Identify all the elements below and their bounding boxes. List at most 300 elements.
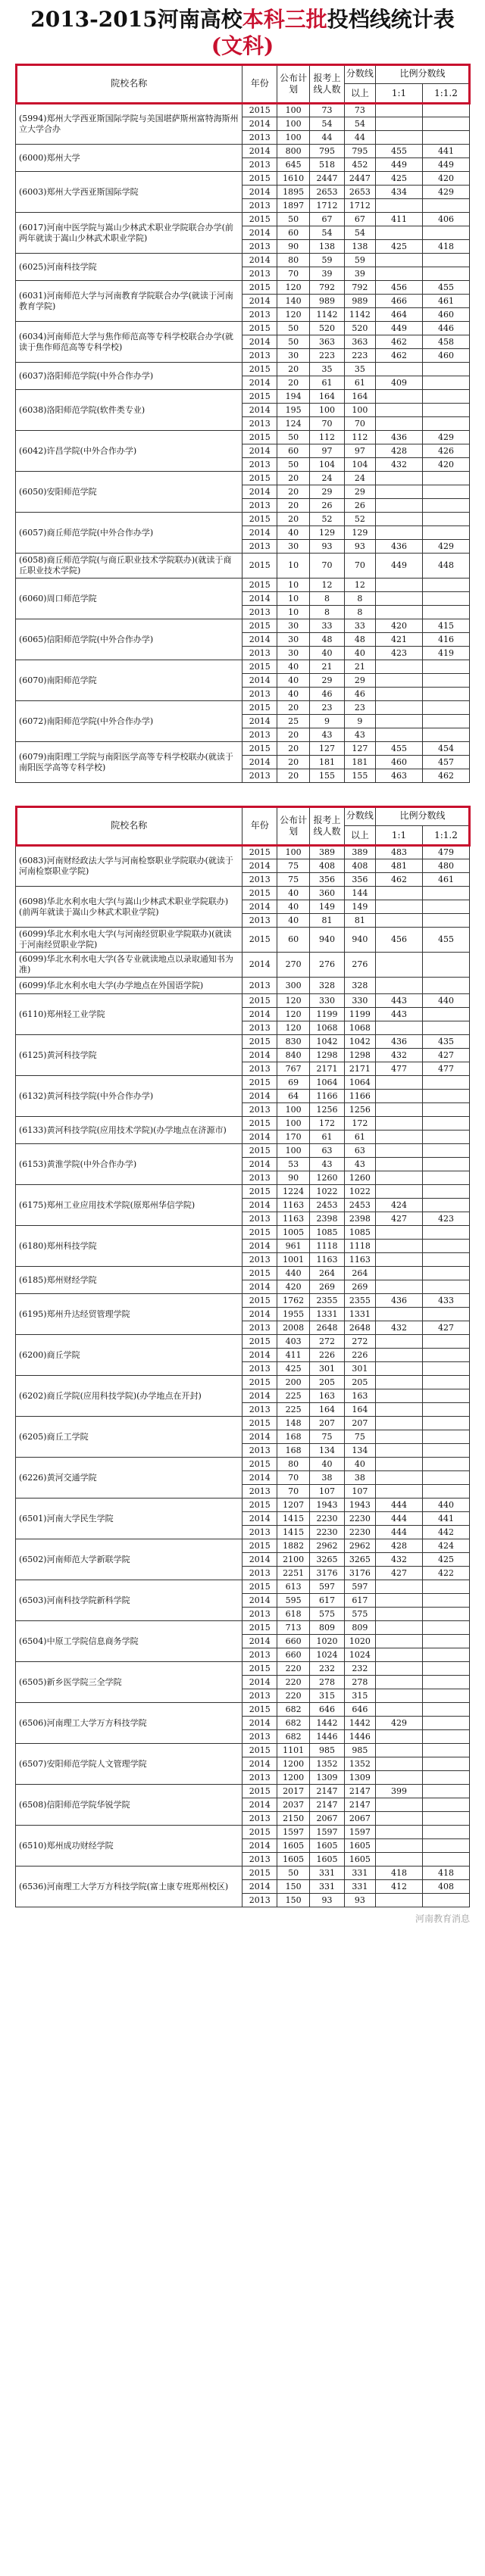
plan-cell: 30	[277, 349, 309, 363]
year-cell: 2015	[242, 1662, 277, 1676]
plan-cell: 124	[277, 417, 309, 431]
year-cell: 2013	[242, 1648, 277, 1662]
table-row	[16, 1826, 470, 1839]
applicants-cell: 155	[310, 769, 344, 783]
score-above-cell: 2230	[344, 1512, 375, 1526]
ratio-1-1-2-cell	[422, 1839, 469, 1853]
ratio-1-1-cell	[376, 1349, 423, 1362]
plan-cell: 148	[277, 1417, 309, 1430]
header-plan: 公布计划	[277, 806, 309, 846]
score-above-cell: 272	[344, 1335, 375, 1349]
applicants-cell: 112	[310, 431, 344, 444]
year-cell: 2014	[242, 485, 277, 499]
applicants-cell: 575	[310, 1608, 344, 1621]
score-above-cell: 1068	[344, 1021, 375, 1035]
ratio-1-1-cell	[376, 199, 423, 213]
year-cell: 2015	[242, 1785, 277, 1798]
ratio-1-1-cell	[376, 513, 423, 526]
school-name: (6153)黄淮学院(中外合作办学)	[16, 1144, 242, 1185]
score-above-cell: 223	[344, 349, 375, 363]
ratio-1-1-2-cell	[422, 131, 469, 145]
ratio-1-1-cell	[376, 1703, 423, 1717]
applicants-cell: 1712	[310, 199, 344, 213]
ratio-1-1-2-cell: 429	[422, 186, 469, 199]
year-cell: 2014	[242, 859, 277, 873]
score-above-cell: 1712	[344, 199, 375, 213]
ratio-1-1-cell: 418	[376, 1867, 423, 1880]
score-above-cell: 1597	[344, 1826, 375, 1839]
table-row	[16, 1294, 470, 1308]
plan-cell: 120	[277, 1021, 309, 1035]
year-cell: 2013	[242, 1362, 277, 1376]
ratio-1-1-cell	[376, 1444, 423, 1458]
ratio-1-1-cell: 429	[376, 1717, 423, 1730]
year-cell: 2015	[242, 554, 277, 579]
ratio-1-1-2-cell: 406	[422, 213, 469, 226]
score-above-cell: 1020	[344, 1635, 375, 1648]
applicants-cell: 1022	[310, 1185, 344, 1199]
applicants-cell: 1064	[310, 1076, 344, 1090]
year-cell: 2013	[242, 1608, 277, 1621]
year-cell: 2015	[242, 619, 277, 633]
applicants-cell: 26	[310, 499, 344, 513]
year-cell: 2014	[242, 226, 277, 240]
score-above-cell: 205	[344, 1376, 375, 1389]
ratio-1-1-cell	[376, 1090, 423, 1103]
plan-cell: 1005	[277, 1226, 309, 1240]
plan-cell: 840	[277, 1049, 309, 1062]
year-cell: 2014	[242, 1158, 277, 1171]
ratio-1-1-cell: 462	[376, 873, 423, 887]
applicants-cell: 1442	[310, 1717, 344, 1730]
ratio-1-1-2-cell	[422, 579, 469, 592]
ratio-1-1-cell	[376, 1144, 423, 1158]
year-cell: 2015	[242, 1458, 277, 1471]
ratio-1-1-2-cell	[422, 1389, 469, 1403]
year-cell: 2014	[242, 376, 277, 390]
ratio-1-1-2-cell	[422, 499, 469, 513]
score-above-cell: 93	[344, 1894, 375, 1907]
ratio-1-1-cell	[376, 526, 423, 540]
plan-cell: 1001	[277, 1253, 309, 1267]
table-row	[16, 619, 470, 633]
applicants-cell: 93	[310, 540, 344, 554]
ratio-1-1-2-cell: 479	[422, 846, 469, 859]
ratio-1-1-cell	[376, 1458, 423, 1471]
year-cell: 2015	[242, 1294, 277, 1308]
plan-cell: 1101	[277, 1744, 309, 1757]
ratio-1-1-2-cell	[422, 254, 469, 267]
year-cell: 2014	[242, 1717, 277, 1730]
school-name: (6125)黄河科技学院	[16, 1035, 242, 1076]
school-name: (6099)华北水利水电大学(各专业就读地点以录取通知书为准)	[16, 953, 242, 978]
year-cell: 2013	[242, 499, 277, 513]
plan-cell: 40	[277, 674, 309, 688]
plan-cell: 1882	[277, 1539, 309, 1553]
score-above-cell: 12	[344, 579, 375, 592]
year-cell: 2013	[242, 728, 277, 742]
ratio-1-1-2-cell	[422, 1240, 469, 1253]
plan-cell: 30	[277, 647, 309, 660]
year-cell: 2014	[242, 592, 277, 606]
year-cell: 2015	[242, 1226, 277, 1240]
ratio-1-1-2-cell	[422, 1226, 469, 1240]
plan-cell: 140	[277, 295, 309, 308]
plan-cell: 713	[277, 1621, 309, 1635]
applicants-cell: 331	[310, 1880, 344, 1894]
score-above-cell: 1118	[344, 1240, 375, 1253]
ratio-1-1-cell	[376, 254, 423, 267]
score-above-cell: 129	[344, 526, 375, 540]
score-above-cell: 795	[344, 145, 375, 158]
score-above-cell: 93	[344, 540, 375, 554]
applicants-cell: 127	[310, 742, 344, 756]
year-cell: 2014	[242, 526, 277, 540]
ratio-1-1-cell: 432	[376, 458, 423, 472]
ratio-1-1-2-cell: 427	[422, 1321, 469, 1335]
table-row	[16, 145, 470, 158]
ratio-1-1-2-cell	[422, 1158, 469, 1171]
plan-cell: 100	[277, 1144, 309, 1158]
ratio-1-1-cell	[376, 1117, 423, 1131]
table-row	[16, 1335, 470, 1349]
score-above-cell: 100	[344, 404, 375, 417]
ratio-1-1-cell	[376, 1185, 423, 1199]
plan-cell: 1605	[277, 1853, 309, 1867]
ratio-1-1-2-cell: 429	[422, 431, 469, 444]
ratio-1-1-2-cell	[422, 1117, 469, 1131]
ratio-1-1-cell	[376, 390, 423, 404]
year-cell: 2013	[242, 1812, 277, 1826]
ratio-1-1-cell: 436	[376, 431, 423, 444]
year-cell: 2014	[242, 335, 277, 349]
ratio-1-1-cell	[376, 688, 423, 701]
ratio-1-1-cell	[376, 1335, 423, 1349]
applicants-cell: 43	[310, 728, 344, 742]
year-cell: 2015	[242, 1376, 277, 1389]
ratio-1-1-2-cell	[422, 104, 469, 117]
score-above-cell: 29	[344, 674, 375, 688]
table-row	[16, 1267, 470, 1280]
score-above-cell: 1605	[344, 1853, 375, 1867]
score-above-cell: 8	[344, 606, 375, 619]
year-cell: 2013	[242, 647, 277, 660]
ratio-1-1-2-cell: 477	[422, 1062, 469, 1076]
ratio-1-1-cell: 456	[376, 928, 423, 953]
ratio-1-1-2-cell	[422, 1485, 469, 1499]
plan-cell: 90	[277, 1171, 309, 1185]
applicants-cell: 9	[310, 715, 344, 728]
year-cell: 2015	[242, 846, 277, 859]
table-row	[16, 172, 470, 186]
applicants-cell: 356	[310, 873, 344, 887]
ratio-1-1-2-cell	[422, 1362, 469, 1376]
ratio-1-1-2-cell	[422, 728, 469, 742]
plan-cell: 75	[277, 873, 309, 887]
school-name: (6058)商丘师范学院(与商丘职业技术学院联办)(就读于商丘职业技术学院)	[16, 554, 242, 579]
score-above-cell: 389	[344, 846, 375, 859]
plan-cell: 220	[277, 1689, 309, 1703]
applicants-cell: 205	[310, 1376, 344, 1389]
year-cell: 2014	[242, 254, 277, 267]
ratio-1-1-cell	[376, 499, 423, 513]
plan-cell: 420	[277, 1280, 309, 1294]
ratio-1-1-cell: 427	[376, 1212, 423, 1226]
year-cell: 2014	[242, 1049, 277, 1062]
plan-cell: 1897	[277, 199, 309, 213]
score-above-cell: 1446	[344, 1730, 375, 1744]
plan-cell: 100	[277, 131, 309, 145]
year-cell: 2014	[242, 1635, 277, 1648]
ratio-1-1-2-cell	[422, 1076, 469, 1090]
applicants-cell: 67	[310, 213, 344, 226]
ratio-1-1-cell	[376, 1608, 423, 1621]
applicants-cell: 1085	[310, 1226, 344, 1240]
header-ratio-group: 比例分数线	[376, 806, 470, 826]
score-above-cell: 2962	[344, 1539, 375, 1553]
score-above-cell: 1298	[344, 1049, 375, 1062]
applicants-cell: 52	[310, 513, 344, 526]
applicants-cell: 1166	[310, 1090, 344, 1103]
ratio-1-1-cell: 455	[376, 742, 423, 756]
score-above-cell: 164	[344, 390, 375, 404]
year-cell: 2015	[242, 1621, 277, 1635]
score-above-cell: 989	[344, 295, 375, 308]
applicants-cell: 1199	[310, 1008, 344, 1021]
applicants-cell: 164	[310, 1403, 344, 1417]
table-row	[16, 1785, 470, 1798]
year-cell: 2013	[242, 1171, 277, 1185]
applicants-cell: 23	[310, 701, 344, 715]
ratio-1-1-2-cell: 446	[422, 322, 469, 335]
year-cell: 2013	[242, 606, 277, 619]
ratio-1-1-cell	[376, 715, 423, 728]
table-row	[16, 1035, 470, 1049]
ratio-1-1-cell	[376, 1171, 423, 1185]
plan-cell: 767	[277, 1062, 309, 1076]
year-cell: 2013	[242, 267, 277, 281]
plan-cell: 50	[277, 431, 309, 444]
applicants-cell: 149	[310, 900, 344, 914]
plan-cell: 10	[277, 606, 309, 619]
plan-cell: 20	[277, 376, 309, 390]
score-above-cell: 38	[344, 1471, 375, 1485]
ratio-1-1-cell: 409	[376, 376, 423, 390]
ratio-1-1-2-cell: 441	[422, 145, 469, 158]
plan-cell: 100	[277, 846, 309, 859]
ratio-1-1-2-cell	[422, 1676, 469, 1689]
ratio-1-1-cell: 428	[376, 444, 423, 458]
score-above-cell: 43	[344, 1158, 375, 1171]
plan-cell: 270	[277, 953, 309, 978]
plan-cell: 168	[277, 1430, 309, 1444]
ratio-1-1-2-cell	[422, 715, 469, 728]
year-cell: 2015	[242, 513, 277, 526]
header-ratio-1-1-2: 1:1.2	[422, 826, 469, 846]
applicants-cell: 46	[310, 688, 344, 701]
ratio-1-1-2-cell	[422, 1417, 469, 1430]
score-above-cell: 104	[344, 458, 375, 472]
ratio-1-1-cell: 443	[376, 1008, 423, 1021]
ratio-1-1-2-cell	[422, 1144, 469, 1158]
ratio-1-1-2-cell: 423	[422, 1212, 469, 1226]
page-title: 2013-2015河南高校本科三批投档线统计表	[30, 7, 455, 32]
plan-cell: 30	[277, 619, 309, 633]
year-cell: 2014	[242, 1090, 277, 1103]
applicants-cell: 100	[310, 404, 344, 417]
ratio-1-1-2-cell	[422, 1403, 469, 1417]
school-name: (6083)河南财经政法大学与河南检察职业学院联办(就读于河南检察职业学院)	[16, 846, 242, 887]
year-cell: 2015	[242, 104, 277, 117]
applicants-cell: 520	[310, 322, 344, 335]
applicants-cell: 29	[310, 485, 344, 499]
score-above-cell: 809	[344, 1621, 375, 1635]
score-above-cell: 112	[344, 431, 375, 444]
header-score-above: 以上	[344, 84, 375, 104]
score-above-cell: 40	[344, 647, 375, 660]
ratio-1-1-2-cell	[422, 1703, 469, 1717]
ratio-1-1-cell	[376, 1226, 423, 1240]
year-cell: 2014	[242, 715, 277, 728]
applicants-cell: 8	[310, 606, 344, 619]
ratio-1-1-cell	[376, 1158, 423, 1171]
ratio-1-1-2-cell	[422, 485, 469, 499]
school-name: (6031)河南师范大学与河南教育学院联合办学(就读于河南教育学院)	[16, 281, 242, 322]
ratio-1-1-cell	[376, 1417, 423, 1430]
ratio-1-1-2-cell	[422, 1730, 469, 1744]
ratio-1-1-cell	[376, 1485, 423, 1499]
plan-cell: 1200	[277, 1771, 309, 1785]
score-above-cell: 1022	[344, 1185, 375, 1199]
applicants-cell: 24	[310, 472, 344, 485]
score-above-cell: 2147	[344, 1785, 375, 1798]
year-cell: 2014	[242, 186, 277, 199]
plan-cell: 660	[277, 1635, 309, 1648]
score-above-cell: 356	[344, 873, 375, 887]
applicants-cell: 272	[310, 1335, 344, 1349]
applicants-cell: 518	[310, 158, 344, 172]
ratio-1-1-cell: 456	[376, 281, 423, 295]
applicants-cell: 2447	[310, 172, 344, 186]
year-cell: 2014	[242, 1199, 277, 1212]
year-cell: 2013	[242, 240, 277, 254]
table-row	[16, 322, 470, 335]
table-row	[16, 1226, 470, 1240]
applicants-cell: 232	[310, 1662, 344, 1676]
table-body-1	[16, 104, 470, 783]
year-cell: 2013	[242, 1021, 277, 1035]
score-above-cell: 1042	[344, 1035, 375, 1049]
year-cell: 2015	[242, 1117, 277, 1131]
year-cell: 2015	[242, 431, 277, 444]
table-row	[16, 363, 470, 376]
year-cell: 2013	[242, 1444, 277, 1458]
score-above-cell: 1605	[344, 1839, 375, 1853]
ratio-1-1-cell: 425	[376, 240, 423, 254]
score-above-cell: 1199	[344, 1008, 375, 1021]
year-cell: 2014	[242, 117, 277, 131]
table-row	[16, 390, 470, 404]
ratio-1-1-2-cell	[422, 1757, 469, 1771]
ratio-1-1-2-cell	[422, 1280, 469, 1294]
applicants-cell: 1068	[310, 1021, 344, 1035]
ratio-1-1-2-cell	[422, 1894, 469, 1907]
table-row	[16, 1662, 470, 1676]
score-above-cell: 70	[344, 554, 375, 579]
applicants-cell: 1024	[310, 1648, 344, 1662]
applicants-cell: 226	[310, 1349, 344, 1362]
score-above-cell: 1256	[344, 1103, 375, 1117]
year-cell: 2015	[242, 281, 277, 295]
year-cell: 2014	[242, 953, 277, 978]
year-cell: 2015	[242, 1539, 277, 1553]
plan-cell: 80	[277, 254, 309, 267]
plan-cell: 40	[277, 660, 309, 674]
year-cell: 2013	[242, 1771, 277, 1785]
year-cell: 2013	[242, 199, 277, 213]
ratio-1-1-2-cell	[422, 701, 469, 715]
applicants-cell: 54	[310, 117, 344, 131]
applicants-cell: 276	[310, 953, 344, 978]
ratio-1-1-cell	[376, 1744, 423, 1757]
ratio-1-1-2-cell: 420	[422, 172, 469, 186]
applicants-cell: 73	[310, 104, 344, 117]
ratio-1-1-2-cell	[422, 1253, 469, 1267]
applicants-cell: 48	[310, 633, 344, 647]
applicants-cell: 617	[310, 1594, 344, 1608]
ratio-1-1-2-cell	[422, 1199, 469, 1212]
table-row	[16, 953, 470, 978]
plan-cell: 225	[277, 1403, 309, 1417]
score-above-cell: 97	[344, 444, 375, 458]
plan-cell: 80	[277, 1458, 309, 1471]
school-name: (6175)郑州工业应用技术学院(原郑州华信学院)	[16, 1185, 242, 1226]
score-above-cell: 52	[344, 513, 375, 526]
score-above-cell: 2653	[344, 186, 375, 199]
school-name: (6099)华北水利水电大学(办学地点在外国语学院)	[16, 978, 242, 994]
ratio-1-1-2-cell	[422, 513, 469, 526]
ratio-1-1-2-cell	[422, 1021, 469, 1035]
ratio-1-1-cell	[376, 1403, 423, 1417]
applicants-cell: 29	[310, 674, 344, 688]
score-above-cell: 1166	[344, 1090, 375, 1103]
score-above-cell: 138	[344, 240, 375, 254]
score-above-cell: 575	[344, 1608, 375, 1621]
applicants-cell: 38	[310, 1471, 344, 1485]
ratio-1-1-2-cell	[422, 117, 469, 131]
plan-cell: 10	[277, 592, 309, 606]
score-above-cell: 67	[344, 213, 375, 226]
school-name: (6502)河南师范大学新联学院	[16, 1539, 242, 1580]
header-score: 分数线	[344, 806, 375, 826]
table-row	[16, 1499, 470, 1512]
year-cell: 2014	[242, 1389, 277, 1403]
ratio-1-1-cell	[376, 1757, 423, 1771]
school-name: (6037)洛阳师范学院(中外合作办学)	[16, 363, 242, 390]
year-cell: 2014	[242, 900, 277, 914]
header-ratio-1-1: 1:1	[376, 84, 423, 104]
ratio-1-1-2-cell: 455	[422, 928, 469, 953]
ratio-1-1-2-cell: 422	[422, 1567, 469, 1580]
ratio-1-1-2-cell: 429	[422, 540, 469, 554]
ratio-1-1-2-cell: 454	[422, 742, 469, 756]
score-above-cell: 127	[344, 742, 375, 756]
ratio-1-1-2-cell: 424	[422, 1539, 469, 1553]
plan-cell: 403	[277, 1335, 309, 1349]
applicants-cell: 360	[310, 887, 344, 900]
ratio-1-1-cell	[376, 1676, 423, 1689]
year-cell: 2013	[242, 1689, 277, 1703]
